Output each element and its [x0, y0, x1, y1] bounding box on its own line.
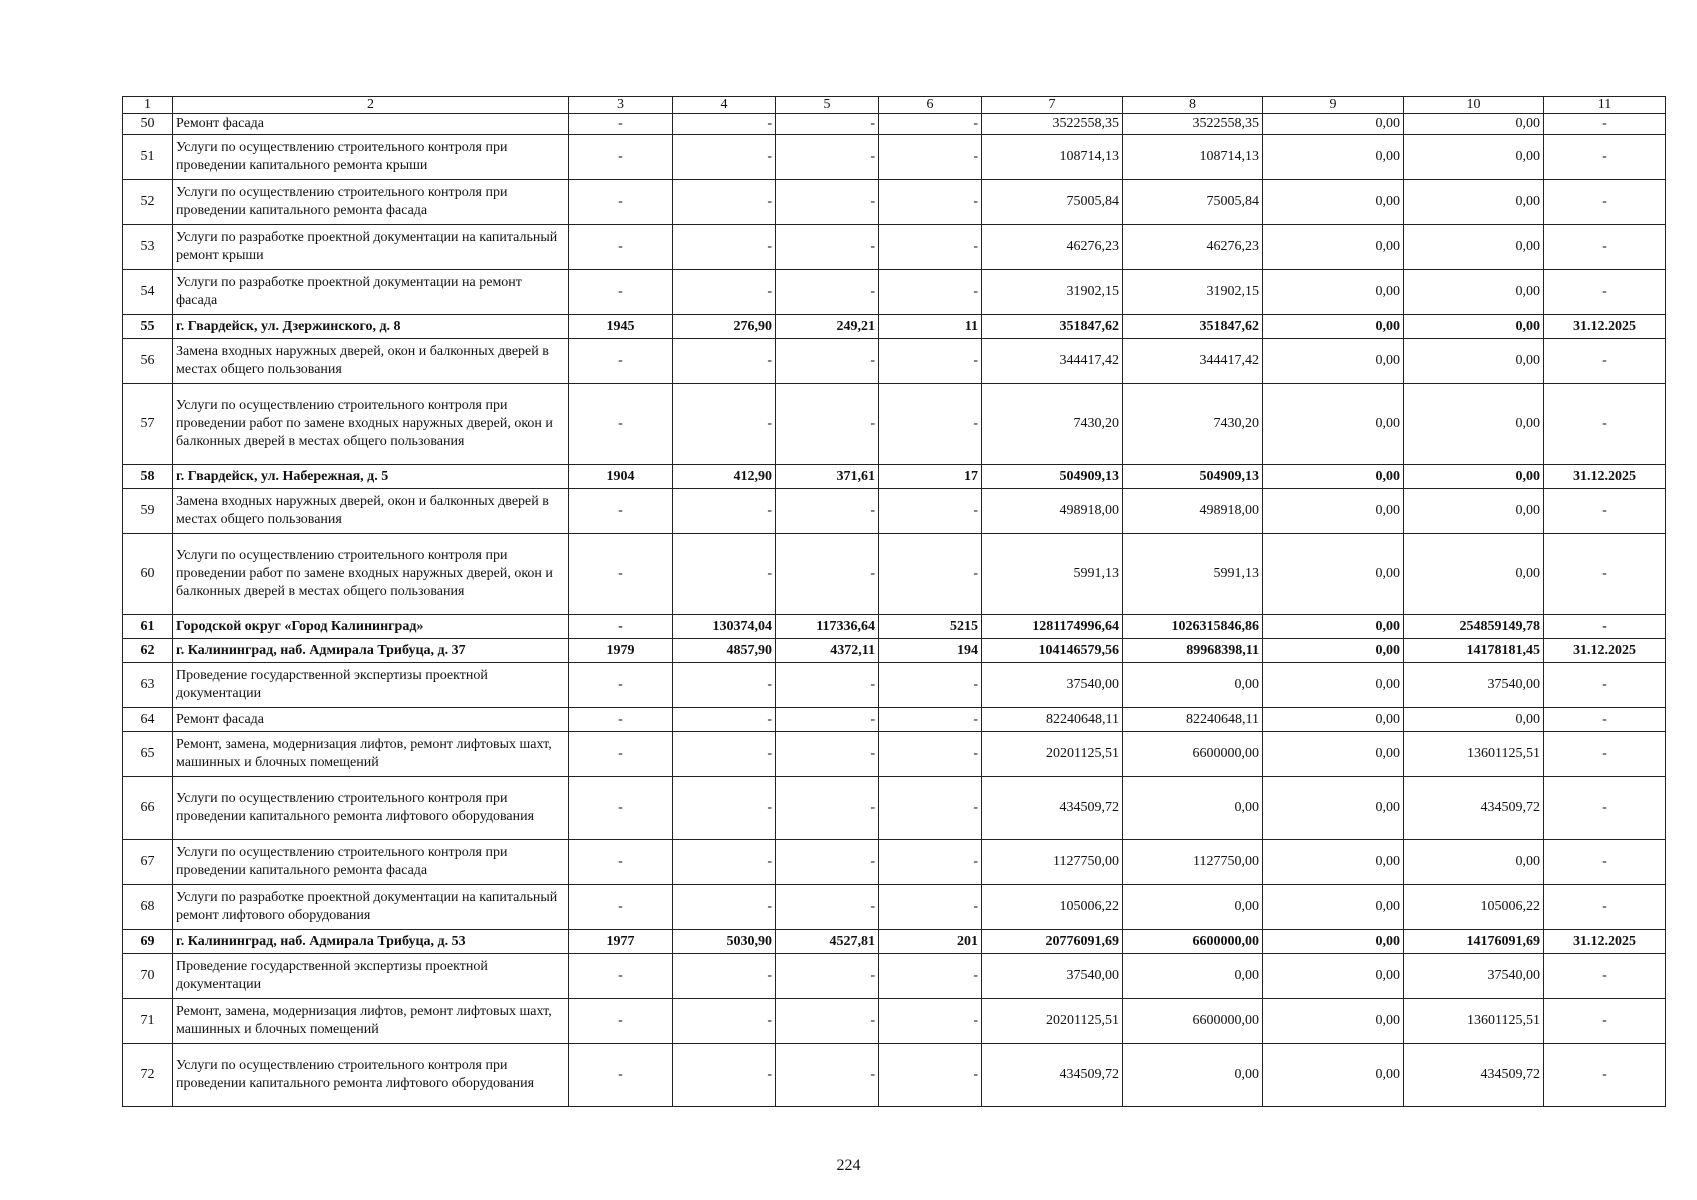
budget-cost: 0,00 — [1263, 489, 1404, 534]
owner-cost: 14178181,45 — [1404, 639, 1544, 663]
owner-cost: 434509,72 — [1404, 777, 1544, 840]
residents-count: - — [879, 954, 982, 999]
table-row — [123, 639, 1666, 663]
completion-date: 31.12.2025 — [1544, 315, 1666, 339]
living-area: - — [776, 885, 879, 930]
year-built: - — [569, 384, 673, 465]
row-number: 52 — [123, 180, 173, 225]
total-cost: 7430,20 — [982, 384, 1123, 465]
completion-date: - — [1544, 840, 1666, 885]
row-number: 65 — [123, 732, 173, 777]
total-cost: 498918,00 — [982, 489, 1123, 534]
fund-cost: 344417,42 — [1123, 339, 1263, 384]
year-built: - — [569, 954, 673, 999]
total-area: - — [673, 777, 776, 840]
column-number: 11 — [1544, 97, 1666, 114]
work-description: Ремонт, замена, модернизация лифтов, ремонт лифтовых шахт, машинных и блочных помещений — [173, 999, 569, 1044]
year-built: 1979 — [569, 639, 673, 663]
residents-count: 17 — [879, 465, 982, 489]
year-built: - — [569, 708, 673, 732]
residents-count: 201 — [879, 930, 982, 954]
year-built: - — [569, 339, 673, 384]
row-number: 66 — [123, 777, 173, 840]
completion-date: - — [1544, 489, 1666, 534]
completion-date: - — [1544, 885, 1666, 930]
budget-cost: 0,00 — [1263, 180, 1404, 225]
row-number: 54 — [123, 270, 173, 315]
year-built: - — [569, 663, 673, 708]
table-row — [123, 114, 1666, 135]
table-row — [123, 315, 1666, 339]
table-row — [123, 663, 1666, 708]
completion-date: - — [1544, 180, 1666, 225]
completion-date: - — [1544, 1044, 1666, 1107]
total-area: - — [673, 135, 776, 180]
residents-count: - — [879, 270, 982, 315]
year-built: - — [569, 1044, 673, 1107]
fund-cost: 82240648,11 — [1123, 708, 1263, 732]
table-row — [123, 384, 1666, 465]
total-area: 5030,90 — [673, 930, 776, 954]
column-number: 6 — [879, 97, 982, 114]
total-area: 130374,04 — [673, 615, 776, 639]
budget-cost: 0,00 — [1263, 732, 1404, 777]
year-built: - — [569, 885, 673, 930]
residents-count: - — [879, 777, 982, 840]
completion-date: - — [1544, 732, 1666, 777]
living-area: - — [776, 225, 879, 270]
residents-count: - — [879, 534, 982, 615]
total-area: - — [673, 840, 776, 885]
living-area: - — [776, 732, 879, 777]
total-area: - — [673, 270, 776, 315]
year-built: - — [569, 777, 673, 840]
work-description: Услуги по осуществлению строительного контроля при проведении капитального ремонта фасада — [173, 180, 569, 225]
column-number: 10 — [1404, 97, 1544, 114]
completion-date: 31.12.2025 — [1544, 930, 1666, 954]
living-area: - — [776, 339, 879, 384]
fund-cost: 31902,15 — [1123, 270, 1263, 315]
owner-cost: 434509,72 — [1404, 1044, 1544, 1107]
total-cost: 104146579,56 — [982, 639, 1123, 663]
owner-cost: 0,00 — [1404, 339, 1544, 384]
row-number: 53 — [123, 225, 173, 270]
completion-date: - — [1544, 534, 1666, 615]
budget-cost: 0,00 — [1263, 954, 1404, 999]
total-area: - — [673, 489, 776, 534]
total-cost: 37540,00 — [982, 663, 1123, 708]
table-row — [123, 840, 1666, 885]
completion-date: - — [1544, 384, 1666, 465]
total-cost: 20201125,51 — [982, 732, 1123, 777]
budget-cost: 0,00 — [1263, 534, 1404, 615]
residents-count: - — [879, 114, 982, 135]
living-area: - — [776, 489, 879, 534]
table-row — [123, 999, 1666, 1044]
fund-cost: 6600000,00 — [1123, 999, 1263, 1044]
row-number: 67 — [123, 840, 173, 885]
living-area: 117336,64 — [776, 615, 879, 639]
fund-cost: 498918,00 — [1123, 489, 1263, 534]
row-number: 55 — [123, 315, 173, 339]
row-number: 61 — [123, 615, 173, 639]
budget-cost: 0,00 — [1263, 708, 1404, 732]
fund-cost: 1127750,00 — [1123, 840, 1263, 885]
living-area: - — [776, 840, 879, 885]
table-row — [123, 534, 1666, 615]
row-number: 71 — [123, 999, 173, 1044]
residents-count: 194 — [879, 639, 982, 663]
living-area: 4372,11 — [776, 639, 879, 663]
row-number: 57 — [123, 384, 173, 465]
residents-count: - — [879, 885, 982, 930]
completion-date: 31.12.2025 — [1544, 465, 1666, 489]
total-cost: 82240648,11 — [982, 708, 1123, 732]
owner-cost: 105006,22 — [1404, 885, 1544, 930]
table-row — [123, 930, 1666, 954]
fund-cost: 7430,20 — [1123, 384, 1263, 465]
living-area: - — [776, 180, 879, 225]
fund-cost: 75005,84 — [1123, 180, 1263, 225]
table-row — [123, 885, 1666, 930]
living-area: - — [776, 270, 879, 315]
work-description: Городской округ «Город Калининград» — [173, 615, 569, 639]
owner-cost: 14176091,69 — [1404, 930, 1544, 954]
owner-cost: 37540,00 — [1404, 663, 1544, 708]
completion-date: - — [1544, 708, 1666, 732]
column-number: 2 — [173, 97, 569, 114]
residents-count: - — [879, 489, 982, 534]
total-cost: 105006,22 — [982, 885, 1123, 930]
owner-cost: 13601125,51 — [1404, 732, 1544, 777]
total-area: - — [673, 225, 776, 270]
column-number: 4 — [673, 97, 776, 114]
work-description: Ремонт фасада — [173, 114, 569, 135]
completion-date: - — [1544, 339, 1666, 384]
column-number: 5 — [776, 97, 879, 114]
table-row — [123, 135, 1666, 180]
completion-date: - — [1544, 114, 1666, 135]
row-number: 59 — [123, 489, 173, 534]
budget-cost: 0,00 — [1263, 615, 1404, 639]
residents-count: - — [879, 225, 982, 270]
budget-cost: 0,00 — [1263, 270, 1404, 315]
work-description: Проведение государственной экспертизы проектной документации — [173, 954, 569, 999]
row-number: 69 — [123, 930, 173, 954]
year-built: - — [569, 732, 673, 777]
living-area: 249,21 — [776, 315, 879, 339]
owner-cost: 0,00 — [1404, 270, 1544, 315]
work-description: Услуги по осуществлению строительного контроля при проведении работ по замене входных наружных дверей, окон и балконных дверей в местах общего пользования — [173, 534, 569, 615]
table-row — [123, 615, 1666, 639]
budget-cost: 0,00 — [1263, 114, 1404, 135]
capital-repair-table — [122, 96, 1666, 1107]
row-number: 51 — [123, 135, 173, 180]
table-row — [123, 225, 1666, 270]
completion-date: - — [1544, 777, 1666, 840]
budget-cost: 0,00 — [1263, 339, 1404, 384]
residents-count: - — [879, 1044, 982, 1107]
owner-cost: 0,00 — [1404, 708, 1544, 732]
budget-cost: 0,00 — [1263, 315, 1404, 339]
year-built: 1945 — [569, 315, 673, 339]
total-area: - — [673, 663, 776, 708]
owner-cost: 0,00 — [1404, 114, 1544, 135]
total-area: - — [673, 1044, 776, 1107]
year-built: - — [569, 534, 673, 615]
year-built: - — [569, 270, 673, 315]
row-number: 56 — [123, 339, 173, 384]
fund-cost: 351847,62 — [1123, 315, 1263, 339]
total-cost: 46276,23 — [982, 225, 1123, 270]
residents-count: - — [879, 840, 982, 885]
fund-cost: 0,00 — [1123, 777, 1263, 840]
work-description: г. Гвардейск, ул. Набережная, д. 5 — [173, 465, 569, 489]
work-description: г. Калининград, наб. Адмирала Трибуца, д. 53 — [173, 930, 569, 954]
year-built: 1904 — [569, 465, 673, 489]
residents-count: 11 — [879, 315, 982, 339]
total-cost: 20776091,69 — [982, 930, 1123, 954]
residents-count: - — [879, 384, 982, 465]
fund-cost: 6600000,00 — [1123, 732, 1263, 777]
budget-cost: 0,00 — [1263, 777, 1404, 840]
completion-date: - — [1544, 135, 1666, 180]
year-built: - — [569, 180, 673, 225]
work-description: Замена входных наружных дверей, окон и балконных дверей в местах общего пользования — [173, 339, 569, 384]
owner-cost: 0,00 — [1404, 489, 1544, 534]
residents-count: - — [879, 180, 982, 225]
page-number: 224 — [836, 1157, 861, 1174]
year-built: - — [569, 225, 673, 270]
table-row — [123, 954, 1666, 999]
row-number: 63 — [123, 663, 173, 708]
fund-cost: 5991,13 — [1123, 534, 1263, 615]
column-number: 3 — [569, 97, 673, 114]
total-area: - — [673, 954, 776, 999]
row-number: 62 — [123, 639, 173, 663]
fund-cost: 89968398,11 — [1123, 639, 1263, 663]
living-area: - — [776, 663, 879, 708]
completion-date: - — [1544, 270, 1666, 315]
living-area: 371,61 — [776, 465, 879, 489]
total-cost: 75005,84 — [982, 180, 1123, 225]
total-area: - — [673, 384, 776, 465]
owner-cost: 13601125,51 — [1404, 999, 1544, 1044]
living-area: - — [776, 777, 879, 840]
owner-cost: 37540,00 — [1404, 954, 1544, 999]
year-built: 1977 — [569, 930, 673, 954]
total-cost: 1127750,00 — [982, 840, 1123, 885]
completion-date: - — [1544, 225, 1666, 270]
fund-cost: 0,00 — [1123, 885, 1263, 930]
budget-cost: 0,00 — [1263, 639, 1404, 663]
row-number: 58 — [123, 465, 173, 489]
work-description: г. Гвардейск, ул. Дзержинского, д. 8 — [173, 315, 569, 339]
residents-count: - — [879, 339, 982, 384]
owner-cost: 0,00 — [1404, 180, 1544, 225]
total-area: - — [673, 999, 776, 1044]
year-built: - — [569, 489, 673, 534]
table-row — [123, 339, 1666, 384]
living-area: - — [776, 1044, 879, 1107]
residents-count: - — [879, 708, 982, 732]
total-cost: 1281174996,64 — [982, 615, 1123, 639]
total-cost: 344417,42 — [982, 339, 1123, 384]
residents-count: 5215 — [879, 615, 982, 639]
total-cost: 434509,72 — [982, 1044, 1123, 1107]
table-row — [123, 708, 1666, 732]
column-number: 7 — [982, 97, 1123, 114]
residents-count: - — [879, 135, 982, 180]
total-area: 412,90 — [673, 465, 776, 489]
owner-cost: 0,00 — [1404, 465, 1544, 489]
owner-cost: 254859149,78 — [1404, 615, 1544, 639]
living-area: - — [776, 114, 879, 135]
residents-count: - — [879, 999, 982, 1044]
column-number-row — [123, 97, 1666, 114]
table-row — [123, 489, 1666, 534]
budget-cost: 0,00 — [1263, 930, 1404, 954]
owner-cost: 0,00 — [1404, 384, 1544, 465]
work-description: Услуги по осуществлению строительного контроля при проведении капитального ремонта крыши — [173, 135, 569, 180]
row-number: 70 — [123, 954, 173, 999]
row-number: 50 — [123, 114, 173, 135]
total-cost: 31902,15 — [982, 270, 1123, 315]
row-number: 64 — [123, 708, 173, 732]
total-area: - — [673, 114, 776, 135]
fund-cost: 1026315846,86 — [1123, 615, 1263, 639]
residents-count: - — [879, 663, 982, 708]
fund-cost: 6600000,00 — [1123, 930, 1263, 954]
work-description: Услуги по разработке проектной документации на ремонт фасада — [173, 270, 569, 315]
work-description: Замена входных наружных дверей, окон и балконных дверей в местах общего пользования — [173, 489, 569, 534]
living-area: - — [776, 384, 879, 465]
total-area: - — [673, 885, 776, 930]
total-cost: 20201125,51 — [982, 999, 1123, 1044]
residents-count: - — [879, 732, 982, 777]
completion-date: - — [1544, 954, 1666, 999]
work-description: Проведение государственной экспертизы проектной документации — [173, 663, 569, 708]
year-built: - — [569, 135, 673, 180]
row-number: 72 — [123, 1044, 173, 1107]
owner-cost: 0,00 — [1404, 135, 1544, 180]
table-row — [123, 777, 1666, 840]
total-cost: 37540,00 — [982, 954, 1123, 999]
budget-cost: 0,00 — [1263, 840, 1404, 885]
year-built: - — [569, 840, 673, 885]
table-row — [123, 732, 1666, 777]
work-description: Услуги по разработке проектной документации на капитальный ремонт крыши — [173, 225, 569, 270]
owner-cost: 0,00 — [1404, 840, 1544, 885]
column-number: 8 — [1123, 97, 1263, 114]
completion-date: - — [1544, 615, 1666, 639]
work-description: Услуги по осуществлению строительного контроля при проведении капитального ремонта фасада — [173, 840, 569, 885]
budget-cost: 0,00 — [1263, 384, 1404, 465]
total-cost: 434509,72 — [982, 777, 1123, 840]
owner-cost: 0,00 — [1404, 315, 1544, 339]
total-cost: 5991,13 — [982, 534, 1123, 615]
total-area: - — [673, 180, 776, 225]
work-description: Ремонт, замена, модернизация лифтов, ремонт лифтовых шахт, машинных и блочных помещений — [173, 732, 569, 777]
completion-date: - — [1544, 663, 1666, 708]
work-description: Услуги по осуществлению строительного контроля при проведении капитального ремонта лифтового оборудования — [173, 1044, 569, 1107]
total-cost: 504909,13 — [982, 465, 1123, 489]
row-number: 60 — [123, 534, 173, 615]
budget-cost: 0,00 — [1263, 135, 1404, 180]
budget-cost: 0,00 — [1263, 465, 1404, 489]
work-description: Услуги по осуществлению строительного контроля при проведении работ по замене входных наружных дверей, окон и балконных дверей в местах общего пользования — [173, 384, 569, 465]
completion-date: - — [1544, 999, 1666, 1044]
table-row — [123, 465, 1666, 489]
fund-cost: 0,00 — [1123, 954, 1263, 999]
fund-cost: 0,00 — [1123, 1044, 1263, 1107]
table-row — [123, 270, 1666, 315]
year-built: - — [569, 114, 673, 135]
total-area: 276,90 — [673, 315, 776, 339]
living-area: - — [776, 534, 879, 615]
fund-cost: 0,00 — [1123, 663, 1263, 708]
total-cost: 3522558,35 — [982, 114, 1123, 135]
budget-cost: 0,00 — [1263, 1044, 1404, 1107]
column-number: 9 — [1263, 97, 1404, 114]
year-built: - — [569, 999, 673, 1044]
table-row — [123, 180, 1666, 225]
completion-date: 31.12.2025 — [1544, 639, 1666, 663]
work-description: г. Калининград, наб. Адмирала Трибуца, д. 37 — [173, 639, 569, 663]
living-area: - — [776, 708, 879, 732]
total-cost: 351847,62 — [982, 315, 1123, 339]
fund-cost: 3522558,35 — [1123, 114, 1263, 135]
year-built: - — [569, 615, 673, 639]
owner-cost: 0,00 — [1404, 225, 1544, 270]
row-number: 68 — [123, 885, 173, 930]
fund-cost: 46276,23 — [1123, 225, 1263, 270]
work-description: Услуги по осуществлению строительного контроля при проведении капитального ремонта лифтового оборудования — [173, 777, 569, 840]
column-number: 1 — [123, 97, 173, 114]
total-area: - — [673, 534, 776, 615]
table-row — [123, 1044, 1666, 1107]
total-area: - — [673, 708, 776, 732]
total-area: - — [673, 732, 776, 777]
budget-cost: 0,00 — [1263, 225, 1404, 270]
owner-cost: 0,00 — [1404, 534, 1544, 615]
total-area: 4857,90 — [673, 639, 776, 663]
living-area: - — [776, 999, 879, 1044]
living-area: - — [776, 135, 879, 180]
living-area: - — [776, 954, 879, 999]
budget-cost: 0,00 — [1263, 999, 1404, 1044]
fund-cost: 504909,13 — [1123, 465, 1263, 489]
budget-cost: 0,00 — [1263, 663, 1404, 708]
budget-cost: 0,00 — [1263, 885, 1404, 930]
living-area: 4527,81 — [776, 930, 879, 954]
total-cost: 108714,13 — [982, 135, 1123, 180]
fund-cost: 108714,13 — [1123, 135, 1263, 180]
work-description: Ремонт фасада — [173, 708, 569, 732]
work-description: Услуги по разработке проектной документации на капитальный ремонт лифтового оборудования — [173, 885, 569, 930]
total-area: - — [673, 339, 776, 384]
